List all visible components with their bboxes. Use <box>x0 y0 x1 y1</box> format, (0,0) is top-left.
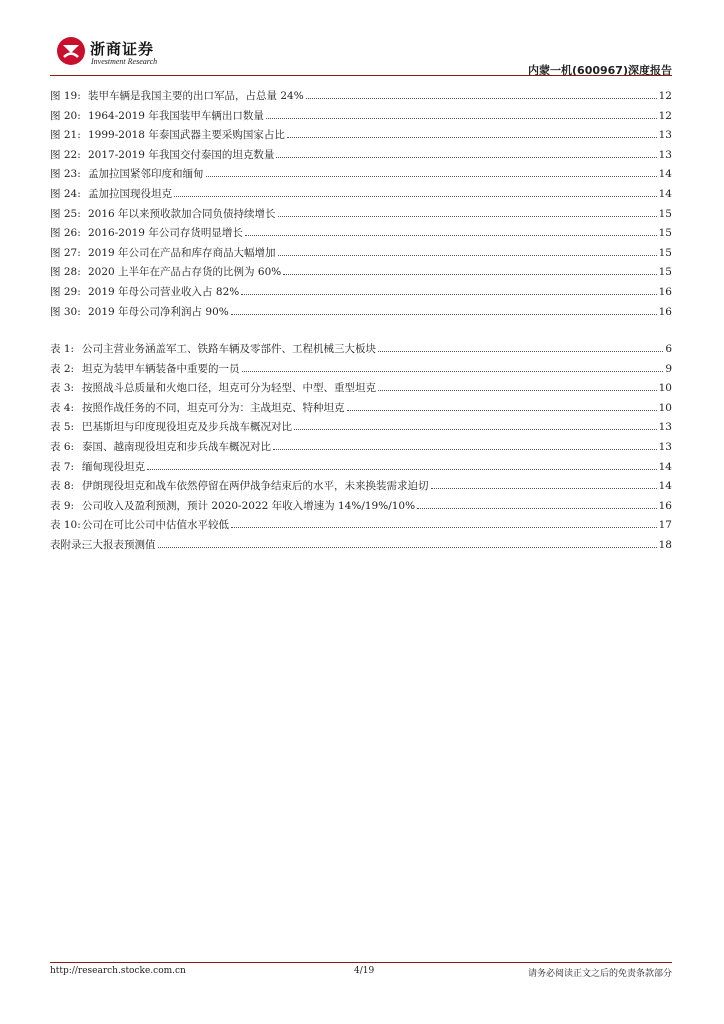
entry-number: 表附录: <box>50 538 86 551</box>
entry-page: 12 <box>658 109 672 122</box>
entry-number: 图 22: <box>50 148 81 161</box>
page-number: 4/19 <box>354 966 375 976</box>
entry-title: 2016 年以来预收款加合同负债持续增长 <box>88 207 276 220</box>
entry-number: 表 5: <box>50 421 75 434</box>
entry-title: 按照战斗总质量和火炮口径，坦克可分为轻型、中型、重型坦克 <box>82 382 376 395</box>
entry-title: 2017-2019 年我国交付泰国的坦克数量 <box>88 148 275 161</box>
entry-number: 表 10: <box>50 519 81 532</box>
dot-leader <box>158 547 657 548</box>
dot-leader <box>241 294 656 295</box>
entry-page: 15 <box>658 207 672 220</box>
entry-number: 图 19: <box>50 90 81 102</box>
toc-entry[interactable] <box>50 186 672 206</box>
entry-number: 表 1: <box>50 343 75 355</box>
report-title: 内蒙一机(600967)深度报告 <box>528 64 672 77</box>
entry-page: 9 <box>665 362 672 375</box>
toc-entry[interactable] <box>50 147 672 167</box>
entry-page: 6 <box>665 343 672 355</box>
dot-leader <box>287 137 657 138</box>
toc-entry[interactable] <box>50 517 672 537</box>
brand-logo-icon <box>56 36 86 66</box>
dot-leader <box>378 390 657 391</box>
entry-number: 图 21: <box>50 129 81 142</box>
entry-page: 16 <box>658 285 672 298</box>
entry-page: 14 <box>658 168 672 181</box>
brand-name-en: Investment Research <box>91 57 158 66</box>
dot-leader <box>174 196 657 197</box>
entry-number: 图 25: <box>50 207 81 220</box>
entry-title: 1964-2019 年我国装甲车辆出口数量 <box>88 109 264 122</box>
entry-page: 18 <box>658 538 672 551</box>
entry-number: 表 3: <box>50 382 75 395</box>
entry-page: 14 <box>658 460 672 473</box>
page-header <box>50 36 672 76</box>
toc-entry[interactable] <box>50 498 672 518</box>
entry-page: 16 <box>658 305 672 318</box>
entry-title: 三大报表预测值 <box>82 538 156 551</box>
dot-leader <box>242 371 664 372</box>
entry-title: 公司收入及盈利预测，预计 2020-2022 年收入增速为 14%/19%/10% <box>82 499 416 512</box>
toc-entry[interactable] <box>50 341 672 361</box>
entry-page: 16 <box>658 499 672 512</box>
toc-entry[interactable] <box>50 245 672 265</box>
entry-title: 巴基斯坦与印度现役坦克及步兵战车概况对比 <box>82 421 292 434</box>
entry-title: 2019 年公司在产品和库存商品大幅增加 <box>88 246 276 259</box>
entry-page: 14 <box>658 187 672 200</box>
toc-entry[interactable] <box>50 166 672 186</box>
entry-title: 按照作战任务的不同，坦克可分为：主战坦克、特种坦克 <box>82 401 345 414</box>
entry-number: 图 23: <box>50 168 81 181</box>
figure-list <box>50 88 672 323</box>
dot-leader <box>147 469 657 470</box>
entry-number: 图 26: <box>50 227 81 240</box>
entry-page: 15 <box>658 227 672 240</box>
toc-entry[interactable] <box>50 225 672 245</box>
table-list <box>50 341 672 557</box>
entry-title: 孟加拉国紧邻印度和缅甸 <box>88 168 204 181</box>
entry-number: 图 28: <box>50 266 81 279</box>
dot-leader <box>231 527 657 528</box>
entry-page: 10 <box>658 401 672 414</box>
entry-title: 2016-2019 年公司存货明显增长 <box>88 227 243 240</box>
toc-entry[interactable] <box>50 206 672 226</box>
dot-leader <box>278 255 657 256</box>
toc-entry[interactable] <box>50 439 672 459</box>
entry-number: 表 4: <box>50 401 75 414</box>
dot-leader <box>417 508 657 509</box>
entry-number: 表 8: <box>50 480 75 493</box>
toc-entry[interactable] <box>50 459 672 479</box>
entry-number: 图 27: <box>50 246 81 259</box>
toc-entry[interactable] <box>50 127 672 147</box>
entry-number: 图 24: <box>50 187 81 200</box>
dot-leader <box>278 216 657 217</box>
entry-title: 1999-2018 年泰国武器主要采购国家占比 <box>88 129 285 142</box>
entry-page: 13 <box>658 440 672 453</box>
entry-title: 2020 上半年在产品占存货的比例为 60% <box>88 266 282 279</box>
entry-page: 12 <box>658 90 672 102</box>
dot-leader <box>206 176 657 177</box>
entry-title: 泰国、越南现役坦克和步兵战车概况对比 <box>82 440 271 453</box>
toc-entry[interactable] <box>50 284 672 304</box>
entry-page: 17 <box>658 519 672 532</box>
entry-number: 图 29: <box>50 285 81 298</box>
entry-number: 图 30: <box>50 305 81 318</box>
dot-leader <box>245 235 657 236</box>
entry-title: 公司主营业务涵盖军工、铁路车辆及零部件、工程机械三大板块 <box>82 343 376 355</box>
toc-entry[interactable] <box>50 361 672 381</box>
brand-name-cn: 浙商证券 <box>90 40 155 58</box>
entry-title: 缅甸现役坦克 <box>82 460 145 473</box>
toc-entry[interactable] <box>50 478 672 498</box>
entry-title: 装甲车辆是我国主要的出口军品，占总量 24% <box>88 90 304 102</box>
dot-leader <box>294 429 657 430</box>
entry-page: 13 <box>658 148 672 161</box>
toc-entry[interactable] <box>50 380 672 400</box>
entry-page: 10 <box>658 382 672 395</box>
dot-leader <box>276 157 656 158</box>
toc-entry[interactable] <box>50 419 672 439</box>
toc-entry[interactable] <box>50 108 672 128</box>
dot-leader <box>431 488 657 489</box>
dot-leader <box>283 274 656 275</box>
entry-title: 2019 年母公司营业收入占 82% <box>88 285 240 298</box>
dot-leader <box>306 98 657 99</box>
toc-entry[interactable] <box>50 537 672 557</box>
footer-divider <box>50 962 672 963</box>
dot-leader <box>266 118 657 119</box>
dot-leader <box>347 410 657 411</box>
entry-number: 表 9: <box>50 499 75 512</box>
entry-page: 14 <box>658 480 672 493</box>
toc-entry[interactable] <box>50 400 672 420</box>
entry-number: 图 20: <box>50 109 81 122</box>
entry-title: 坦克为装甲车辆装备中重要的一员 <box>82 362 240 375</box>
entry-page: 13 <box>658 129 672 142</box>
entry-page: 13 <box>658 421 672 434</box>
toc-entry[interactable] <box>50 88 672 108</box>
dot-leader <box>378 351 663 352</box>
entry-title: 2019 年母公司净利润占 90% <box>88 305 229 318</box>
header-divider <box>50 75 672 76</box>
entry-title: 孟加拉国现役坦克 <box>88 187 172 200</box>
entry-number: 表 6: <box>50 440 75 453</box>
entry-title: 伊朗现役坦克和战车依然停留在两伊战争结束后的水平，未来换装需求迫切 <box>82 480 429 493</box>
page-footer <box>50 966 672 980</box>
toc-entry[interactable] <box>50 264 672 284</box>
entry-number: 表 2: <box>50 362 75 375</box>
entry-page: 15 <box>658 266 672 279</box>
entry-number: 表 7: <box>50 460 75 473</box>
footer-disclaimer: 请务必阅读正文之后的免责条款部分 <box>527 969 672 979</box>
dot-leader <box>231 314 657 315</box>
toc-entry[interactable] <box>50 304 672 324</box>
entry-page: 15 <box>658 246 672 259</box>
dot-leader <box>273 449 657 450</box>
entry-title: 公司在可比公司中估值水平较低 <box>82 519 229 532</box>
footer-url-link[interactable]: http://research.stocke.com.cn <box>50 966 186 976</box>
